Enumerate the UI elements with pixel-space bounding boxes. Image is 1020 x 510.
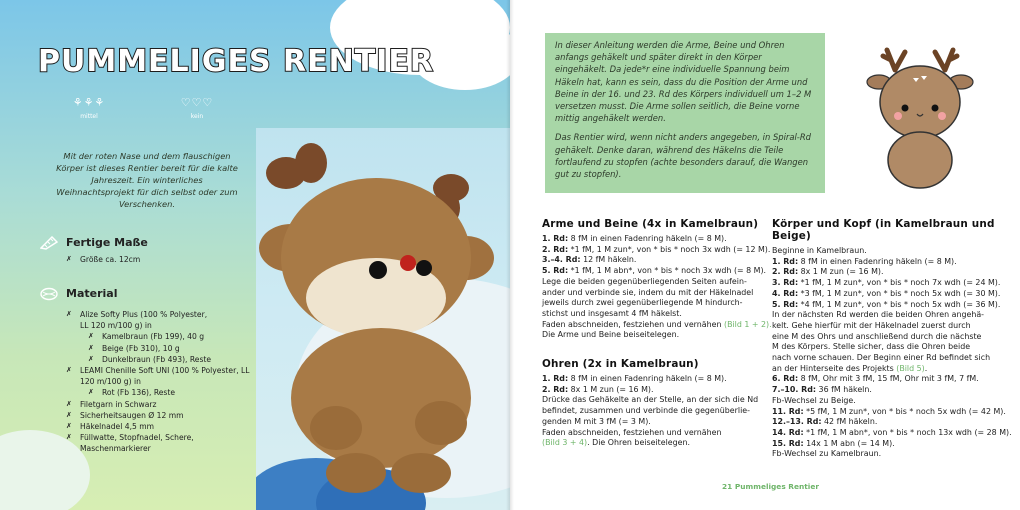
instruction-line bbox=[542, 245, 772, 256]
instruction-text: Lege die beiden gegenüberliegenden Seiten aufein- bbox=[542, 276, 747, 286]
material-text: Filetgarn in Schwarz bbox=[80, 399, 157, 409]
material-item bbox=[66, 432, 256, 443]
bullet-icon: ✗ bbox=[88, 332, 94, 341]
instruction-line bbox=[772, 246, 1007, 257]
material-item bbox=[66, 443, 256, 454]
bullet-icon: ✗ bbox=[66, 410, 72, 419]
section-heading: Ohren (2x in Kamelbraun) bbox=[542, 358, 699, 370]
instruction-text: Faden abschneiden, festziehen und vernähen bbox=[542, 319, 724, 329]
reindeer-illustration-icon bbox=[865, 40, 975, 190]
round-label: 14. Rd: bbox=[772, 427, 804, 437]
material-item bbox=[66, 421, 256, 432]
instruction-line bbox=[542, 320, 772, 331]
round-label: 5. Rd: bbox=[542, 266, 569, 276]
material-item bbox=[66, 331, 256, 342]
section-heading: Körper und Kopf (in Kamelbraun und Beige) bbox=[772, 218, 995, 242]
instruction-line bbox=[542, 395, 772, 406]
bullet-icon: ✗ bbox=[66, 399, 72, 408]
instruction-text: *1 fM, 1 M zun*, von * bis * noch 3x wdh (= 12 M). bbox=[568, 244, 771, 254]
size-heading: Fertige Maße bbox=[66, 236, 148, 249]
instruction-line bbox=[772, 300, 1007, 311]
round-label: 15. Rd: bbox=[772, 438, 804, 448]
instruction-text: 8 fM in einen Fadenring häkeln (= 8 M). bbox=[568, 374, 727, 383]
instruction-text: Die Arme und Beine beiseitelegen. bbox=[542, 330, 680, 340]
instruction-text: 8 fM, Ohr mit 3 fM, 15 fM, Ohr mit 3 fM, 7 fM. bbox=[798, 374, 979, 384]
difficulty-rating bbox=[64, 96, 114, 120]
instruction-line bbox=[772, 385, 1007, 396]
instruction-text: an der Hinterseite des Projekts bbox=[772, 363, 897, 373]
yarn-ball-icon bbox=[40, 287, 58, 301]
body-section bbox=[772, 218, 1012, 460]
material-text: LL 120 m/100 g) in bbox=[80, 321, 152, 331]
instruction-text: 8 fM in einen Fadenring häkeln (= 8 M). bbox=[568, 234, 727, 243]
instruction-line bbox=[542, 234, 772, 245]
bullet-icon: ✗ bbox=[66, 310, 72, 318]
instruction-line bbox=[772, 427, 1012, 439]
material-item bbox=[66, 399, 256, 410]
material-text: LEAMI Chenille Soft UNI (100 % Polyester, LL bbox=[80, 366, 250, 376]
page-footer: 21 Pummeliges Rentier bbox=[722, 482, 819, 491]
instruction-text: 8x 1 M zun (= 16 M). bbox=[798, 267, 884, 277]
round-label: 4. Rd: bbox=[772, 288, 799, 298]
instruction-line bbox=[542, 428, 772, 439]
instruction-text: *1 fM, 1 M zun*, von * bis * noch 7x wdh (= 24 M). bbox=[798, 278, 1001, 288]
instruction-text: befindet, zusammen und verbinde die gegenüberlie- bbox=[542, 406, 750, 416]
instruction-text: 14x 1 M abn (= 14 M). bbox=[803, 438, 895, 448]
bullet-icon: ✗ bbox=[88, 354, 94, 363]
instruction-line bbox=[772, 257, 1007, 268]
instruction-line bbox=[772, 364, 1007, 375]
material-text: Rot (Fb 136), Reste bbox=[102, 388, 176, 398]
instruction-line bbox=[772, 449, 1007, 460]
round-label: 1. Rd: bbox=[772, 256, 799, 266]
material-item bbox=[66, 365, 256, 376]
difficulty-label: mittel bbox=[80, 113, 98, 120]
instruction-text: *4 fM, 1 M zun*, von * bis * noch 5x wdh (= 36 M). bbox=[798, 299, 1001, 309]
material-text: Häkelnadel 4,5 mm bbox=[80, 422, 155, 432]
material-text: 120 m/100 g) in bbox=[80, 377, 141, 387]
material-text: Alize Softy Plus (100 % Polyester, bbox=[80, 310, 208, 319]
instruction-line bbox=[772, 342, 1007, 353]
material-item bbox=[66, 387, 256, 398]
instruction-line bbox=[772, 396, 1007, 407]
image-reference: (Bild 3 + 4) bbox=[542, 438, 588, 448]
round-label: 7.–10. Rd: bbox=[772, 385, 817, 395]
bullet-icon bbox=[66, 443, 80, 454]
round-label: 5. Rd: bbox=[772, 299, 799, 309]
material-text: Füllwatte, Stopfnadel, Schere, bbox=[80, 433, 194, 443]
instruction-text: *1 fM, 1 M abn*, von * bis * noch 3x wdh (= 8 M). bbox=[568, 266, 767, 276]
instruction-line bbox=[542, 385, 772, 396]
page-gutter bbox=[506, 0, 514, 510]
instruction-text: kelt. Gehe hierfür mit der Häkelnadel zuerst durch bbox=[772, 320, 971, 330]
heart-icon: ♡♡♡ bbox=[180, 96, 214, 109]
bullet-icon bbox=[66, 320, 80, 331]
instruction-line bbox=[772, 374, 1007, 385]
round-label: 3. Rd: bbox=[772, 278, 799, 288]
list-item: ✗ Größe ca. 12cm bbox=[66, 255, 141, 264]
bullet-icon: ✗ bbox=[88, 388, 94, 397]
intro-text: Mit der roten Nase und dem flauschigen Körper ist dieses Rentier bereit für die kalte Jahreszeit. Ein winterliches Weihnachtsprojekt für dich selbst oder zum Verschenken. bbox=[56, 151, 238, 209]
instruction-text: . bbox=[924, 363, 928, 373]
instruction-line bbox=[542, 374, 772, 385]
arms-section bbox=[542, 218, 772, 341]
instruction-line bbox=[542, 330, 772, 341]
round-label: 2. Rd: bbox=[542, 384, 569, 394]
info-paragraph: In dieser Anleitung werden die Arme, Beine und Ohren anfangs gehäkelt und später direkt in den Körper eingehäkelt. Da jede*r eine individuelle Spannung beim Häkeln hat, kann es sein, dass du die Position der Arme und Beine in der 16. und 23. Rd des Körpers individuell um 1–2 M versetzen musst. Die Arme sollen seitlich, die Beine vorne mittig angehäkelt werden. bbox=[555, 40, 812, 124]
size-list bbox=[66, 254, 256, 265]
cuteness-rating bbox=[172, 96, 222, 120]
instruction-text: genden M mit 3 fM (= 3 M). bbox=[542, 416, 651, 426]
info-box bbox=[545, 33, 825, 193]
instruction-text: 36 fM häkeln. bbox=[816, 385, 872, 395]
bullet-icon: ✗ bbox=[88, 343, 94, 352]
instruction-text: . Die Ohren beiseitelegen. bbox=[587, 438, 691, 448]
instruction-text: Fb-Wechsel zu Beige. bbox=[772, 395, 856, 405]
round-label: 3.–4. Rd: bbox=[542, 255, 581, 265]
instruction-line bbox=[772, 407, 1007, 418]
round-label: 12.–13. Rd: bbox=[772, 417, 822, 427]
instruction-line bbox=[542, 438, 772, 449]
instruction-text: eine M des Ohrs und anschließend durch die nächste bbox=[772, 331, 982, 341]
instruction-text: stichst und insgesamt 4 fM häkelst. bbox=[542, 308, 682, 318]
material-text: Dunkelbraun (Fb 493), Reste bbox=[102, 354, 212, 364]
cuteness-label: kein bbox=[190, 113, 204, 120]
instruction-line bbox=[772, 353, 1007, 364]
material-item bbox=[66, 410, 256, 421]
instruction-line bbox=[772, 267, 1007, 278]
instruction-text: M des Körpers. Stelle sicher, dass die Ohren beide bbox=[772, 342, 971, 352]
material-item bbox=[66, 354, 256, 365]
image-reference: (Bild 1 + 2). bbox=[723, 319, 772, 329]
instruction-line bbox=[772, 417, 1007, 428]
instruction-line bbox=[542, 309, 772, 320]
instruction-text: Beginne in Kamelbraun. bbox=[772, 246, 867, 255]
instruction-line bbox=[542, 406, 772, 417]
instruction-text: nach vorne schauen. Der Beginn einer Rd befindet sich bbox=[772, 353, 991, 363]
round-label: 1. Rd: bbox=[542, 374, 569, 383]
material-text: Sicherheitsaugen Ø 12 mm bbox=[80, 410, 184, 420]
instruction-line bbox=[772, 439, 1007, 450]
reindeer-plush-image bbox=[256, 128, 510, 510]
ears-section bbox=[542, 358, 772, 449]
instruction-text: Fb-Wechsel zu Kamelbraun. bbox=[772, 449, 882, 459]
material-text: Beige (Fb 310), 10 g bbox=[102, 343, 180, 353]
section-heading: Arme und Beine (4x in Kamelbraun) bbox=[542, 218, 759, 230]
instruction-text: jeweils durch zwei gegenüberliegende M hindurch- bbox=[542, 298, 743, 308]
instruction-line bbox=[772, 321, 1007, 332]
round-label: 2. Rd: bbox=[542, 244, 569, 254]
instruction-text: 12 fM häkeln. bbox=[580, 255, 637, 265]
round-label: 6. Rd: bbox=[772, 374, 799, 384]
material-item bbox=[66, 309, 256, 320]
instruction-line bbox=[542, 288, 772, 299]
instruction-text: *1 fM, 1 M abn*, von * bis * noch 13x wdh (= 28 M). bbox=[803, 427, 1012, 437]
instruction-text: In der nächsten Rd werden die beiden Ohren angehä- bbox=[772, 310, 985, 320]
instruction-line bbox=[542, 266, 772, 277]
instruction-text: 8 fM in einen Fadenring häkeln (= 8 M). bbox=[798, 256, 957, 266]
bullet-icon: ✗ bbox=[66, 422, 72, 431]
instruction-text: ander und verbinde sie, indem du mit der Häkelnadel bbox=[542, 287, 754, 297]
instruction-text: Faden abschneiden, festziehen und vernähen bbox=[542, 427, 722, 437]
yarn-icon: ⚘⚘⚘ bbox=[72, 96, 106, 109]
bullet-icon: ✗ bbox=[66, 433, 72, 442]
instruction-line bbox=[772, 278, 1007, 289]
info-paragraph: Das Rentier wird, wenn nicht anders angegeben, in Spiral-Rd gehäkelt. Denke daran, während des Häkelns die Teile fortlaufend zu stopfen (achte besonders darauf, die Wangen gut zu stopfen). bbox=[555, 132, 811, 180]
instruction-line bbox=[772, 310, 1007, 321]
instruction-line bbox=[772, 289, 1007, 300]
instruction-line bbox=[542, 255, 772, 266]
instruction-line bbox=[542, 277, 772, 288]
instruction-line bbox=[772, 332, 1007, 343]
product-photo bbox=[256, 128, 510, 510]
material-text: Maschenmarkierer bbox=[80, 444, 151, 454]
bullet-icon bbox=[66, 376, 80, 387]
ruler-icon bbox=[40, 236, 58, 250]
instruction-text: *5 fM, 1 M zun*, von * bis * noch 5x wdh (= 42 M). bbox=[803, 406, 1006, 416]
instruction-line bbox=[542, 417, 772, 428]
material-text: Kamelbraun (Fb 199), 40 g bbox=[102, 332, 205, 342]
bullet-icon: ✗ bbox=[66, 366, 72, 375]
material-item bbox=[66, 376, 256, 387]
instruction-text: 8x 1 M zun (= 16 M). bbox=[568, 384, 654, 394]
instruction-text: Drücke das Gehäkelte an der Stelle, an der sich die Nd bbox=[542, 395, 759, 405]
material-item bbox=[66, 320, 256, 331]
image-reference: (Bild 5) bbox=[896, 363, 925, 373]
instruction-text: 42 fM häkeln. bbox=[821, 417, 878, 427]
right-page bbox=[510, 0, 1020, 510]
material-heading: Material bbox=[66, 287, 118, 300]
round-label: 2. Rd: bbox=[772, 267, 799, 277]
round-label: 1. Rd: bbox=[542, 234, 569, 243]
page-title: PUMMELIGES RENTIER bbox=[38, 44, 434, 79]
instruction-text: *3 fM, 1 M zun*, von * bis * noch 5x wdh (= 30 M). bbox=[798, 288, 1001, 298]
instruction-line bbox=[542, 298, 772, 309]
material-item bbox=[66, 343, 256, 354]
round-label: 11. Rd: bbox=[772, 406, 804, 416]
material-list bbox=[66, 309, 256, 455]
